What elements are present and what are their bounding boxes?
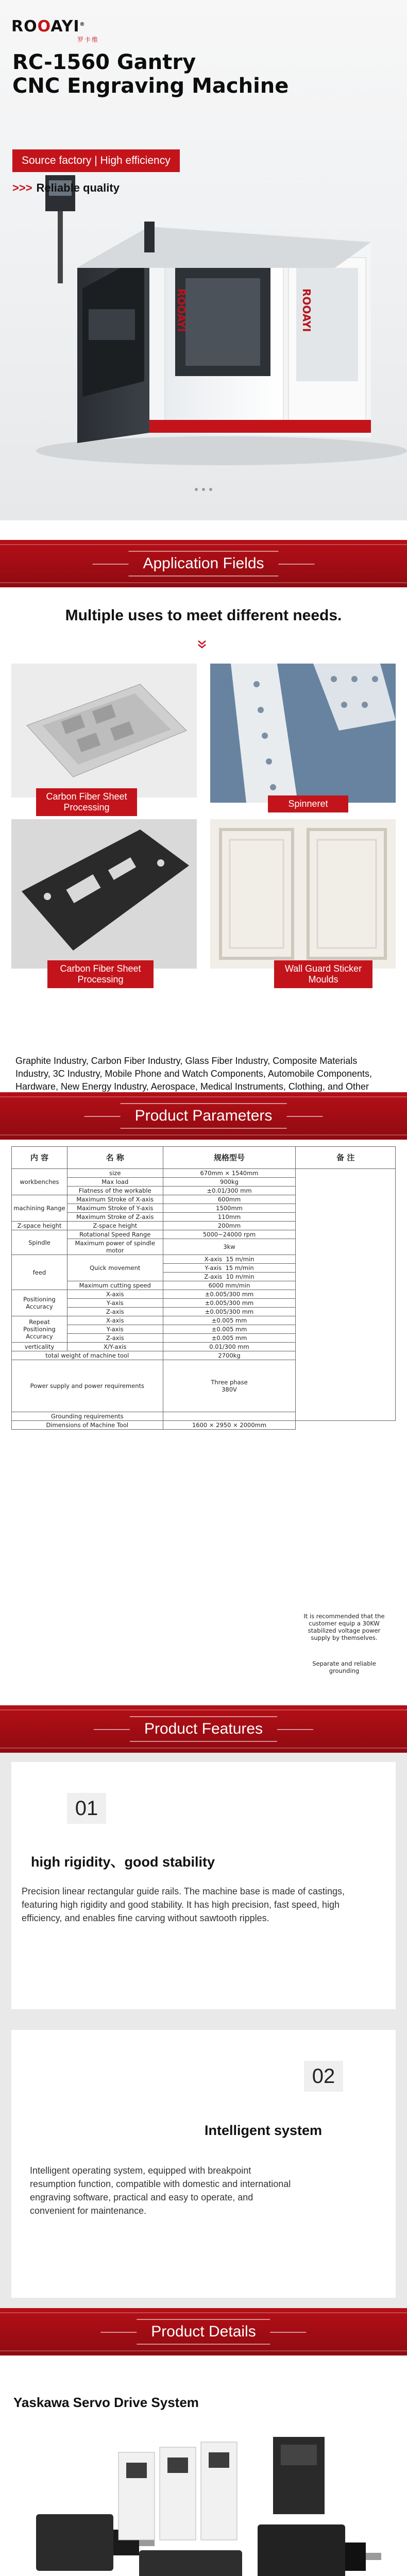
param-value: 5000~24000 rpm	[163, 1230, 296, 1239]
param-value: ±0.005 mm	[163, 1334, 296, 1343]
group-cell: Repeat Positioning Accuracy	[12, 1316, 67, 1343]
group-cell: Spindle	[12, 1230, 67, 1255]
group-cell: feed	[12, 1255, 67, 1290]
table-header-row	[12, 1147, 396, 1169]
section-heading: Product Features	[130, 1716, 277, 1742]
group-cell: total weight of machine tool	[12, 1351, 163, 1360]
group-cell: Dimensions of Machine Tool	[12, 1421, 163, 1430]
param-value: 6000 mm/min	[163, 1281, 296, 1290]
group-cell: Power supply and power requirements	[12, 1360, 163, 1412]
param-name: Maximum Stroke of Y-axis	[67, 1204, 163, 1213]
param-value: 1600 × 2950 × 2000mm	[163, 1421, 296, 1430]
param-name: Z-axis	[67, 1334, 163, 1343]
param-value: 3kw	[163, 1239, 296, 1255]
param-value: 110mm	[163, 1213, 296, 1222]
slider-dots[interactable]	[0, 484, 407, 494]
hero-badge: Source factory | High efficiency	[12, 149, 180, 172]
param-name: Y-axis	[67, 1299, 163, 1308]
feature-card-2	[11, 2030, 396, 2298]
param-value: ±0.01/300 mm	[163, 1187, 296, 1195]
caption-wall-moulds: Wall Guard Sticker Moulds	[274, 960, 372, 988]
svg-text:ROOAYI: ROOAYI	[175, 289, 188, 332]
group-cell: Grounding requirements	[12, 1412, 163, 1421]
param-value: ±0.005/300 mm	[163, 1290, 296, 1299]
parameters-table	[11, 1146, 396, 1430]
power-remark: It is recommended that the customer equip a 30KW stabilized voltage power supply by themselves.	[303, 1613, 385, 1641]
slide-dot[interactable]	[209, 488, 212, 491]
param-value: Three phase 380V	[163, 1360, 296, 1412]
param-name: Maximum cutting speed	[67, 1281, 163, 1290]
slide-dot[interactable]	[202, 488, 205, 491]
logo-mark-icon: O	[37, 18, 51, 36]
param-value: 600mm	[163, 1195, 296, 1204]
param-name: Y-axis	[67, 1325, 163, 1334]
feature-card-1	[11, 1762, 396, 2009]
feature-text: Intelligent operating system, equipped with breakpoint resumption function, compatible with domestic and international engraving software, practical and easy to operate, and convenient for maintenance.	[30, 2165, 291, 2216]
detail-title-servo: Yaskawa Servo Drive System	[13, 2395, 199, 2410]
param-value: ±0.005/300 mm	[163, 1308, 296, 1316]
application-subheading: Multiple uses to meet different needs.	[65, 607, 342, 624]
group-cell: workbenches	[12, 1169, 67, 1195]
param-name: Maximum Stroke of X-axis	[67, 1195, 163, 1204]
param-name: Quick movement	[67, 1255, 163, 1281]
header-spec: 规格型号	[163, 1147, 296, 1169]
param-name: Maximum power of spindle motor	[67, 1239, 163, 1255]
logo-chinese-name: 罗卡维	[77, 36, 99, 43]
hero-quality: >>> Reliable quality	[12, 181, 120, 194]
page-title: RC-1560 Gantry CNC Engraving Machine	[12, 50, 289, 98]
group-cell: Z-space height	[12, 1222, 67, 1230]
wall-moulds-image	[210, 819, 396, 969]
param-value: 670mm × 1540mm	[163, 1169, 296, 1178]
param-name: X/Y-axis	[67, 1343, 163, 1351]
group-cell: machining Range	[12, 1195, 67, 1222]
param-value: 2700kg	[163, 1351, 296, 1360]
grounding-remark: Separate and reliable grounding	[312, 1660, 376, 1674]
feature-title: high rigidity、good stability	[31, 1854, 215, 1870]
param-name: size	[67, 1169, 163, 1178]
application-fields-banner	[0, 540, 407, 587]
param-value: 200mm	[163, 1222, 296, 1230]
svg-text:ROOAYI: ROOAYI	[300, 289, 313, 332]
product-parameters-banner	[0, 1092, 407, 1140]
carbon-fiber-plate-image	[11, 819, 197, 969]
feature-title: Intelligent system	[205, 2123, 323, 2138]
header-name: 名 称	[67, 1147, 163, 1169]
param-name: Rotational Speed Range	[67, 1230, 163, 1239]
param-name: Maximum Stroke of Z-axis	[67, 1213, 163, 1222]
param-value: 900kg	[163, 1178, 296, 1187]
param-name: Z-axis	[67, 1308, 163, 1316]
caption-carbon-fiber-2: Carbon Fiber Sheet Processing	[47, 960, 154, 988]
table-row	[12, 1421, 396, 1430]
param-value: 1500mm	[163, 1204, 296, 1213]
param-value: ±0.005 mm	[163, 1325, 296, 1334]
servo-drive-image	[15, 2421, 392, 2576]
group-cell: verticality	[12, 1343, 67, 1351]
caption-carbon-fiber-1: Carbon Fiber Sheet Processing	[36, 788, 137, 816]
param-name: X-axis	[67, 1290, 163, 1299]
param-value: 0.01/300 mm	[163, 1343, 296, 1351]
header-content: 内 容	[12, 1147, 67, 1169]
brand-logo: ROOAYI®	[11, 18, 86, 36]
feature-number: 02	[304, 2061, 343, 2092]
param-name: Max load	[67, 1178, 163, 1187]
carbon-fiber-tray-image	[11, 664, 197, 798]
param-name: Flatness of the workable	[67, 1187, 163, 1195]
caption-spinneret: Spinneret	[268, 795, 348, 812]
chevron-down-icon	[197, 639, 207, 649]
param-value: Y-axis 15 m/min	[163, 1264, 296, 1273]
group-cell: Positioning Accuracy	[12, 1290, 67, 1316]
feature-text: Precision linear rectangular guide rails. The machine base is made of castings, featuring high rigidity and good stability. It has high precision, fast speed, high efficiency, and enables fine carving without sawtooth ripples.	[22, 1886, 345, 1923]
section-heading: Product Parameters	[121, 1103, 287, 1129]
header-remark: 备 注	[296, 1147, 396, 1169]
section-heading: Product Details	[137, 2319, 270, 2345]
remark-cell	[296, 1169, 396, 1421]
spinneret-image	[210, 664, 396, 803]
param-value: ±0.005 mm	[163, 1316, 296, 1325]
feature-number: 01	[67, 1793, 106, 1824]
table-row	[12, 1169, 396, 1178]
application-description: Graphite Industry, Carbon Fiber Industry, Glass Fiber Industry, Composite Materials Industry, 3C Industry, Mobile Phone and Watch Components, Automobile Components, Hardware, New Energy Industry, Aerospace, Medical Instruments, Clothing, and Other	[15, 1056, 372, 1092]
param-name: Z-space height	[67, 1222, 163, 1230]
param-value: ±0.005/300 mm	[163, 1299, 296, 1308]
product-details-banner	[0, 2308, 407, 2355]
param-value	[163, 1412, 296, 1421]
section-heading: Application Fields	[128, 551, 278, 577]
hero-banner	[0, 0, 407, 520]
slide-dot[interactable]	[195, 488, 198, 491]
param-value: X-axis 15 m/min	[163, 1255, 296, 1264]
param-name: X-axis	[67, 1316, 163, 1325]
product-features-banner	[0, 1705, 407, 1753]
param-value: Z-axis 10 m/min	[163, 1273, 296, 1281]
